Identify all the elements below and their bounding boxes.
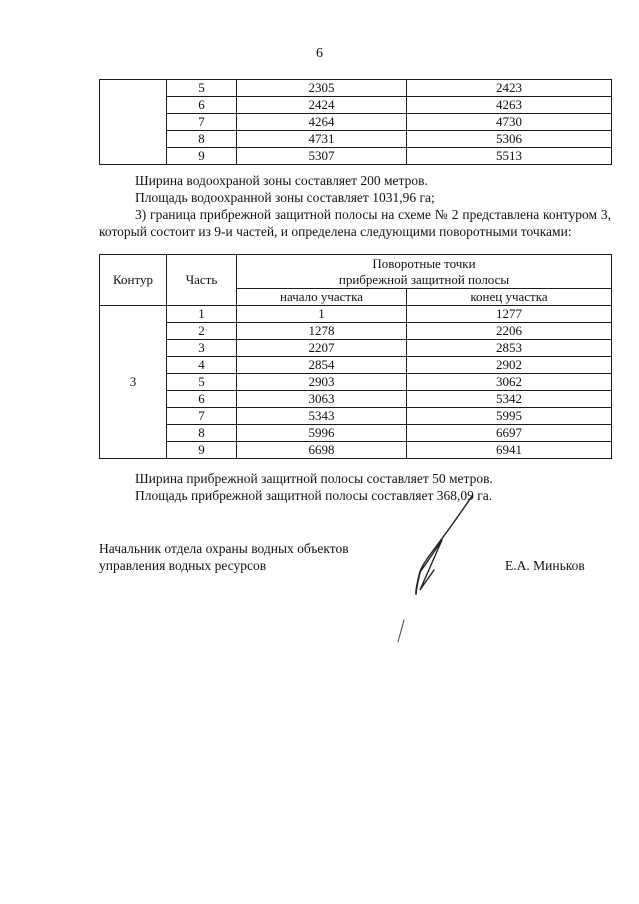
start-point-cell: 1 [237, 306, 407, 323]
part-cell: 9 [167, 148, 237, 165]
start-point-cell: 2854 [237, 357, 407, 374]
table-row [100, 114, 612, 131]
end-point-cell: 2423 [407, 80, 612, 97]
end-point-cell: 5342 [407, 391, 612, 408]
page-number: 6 [316, 46, 323, 61]
table-row [100, 425, 612, 442]
part-cell: 8 [167, 131, 237, 148]
header-start: начало участка [237, 289, 407, 306]
start-point-cell: 4731 [237, 131, 407, 148]
table-row [100, 131, 612, 148]
end-point-cell: 2853 [407, 340, 612, 357]
part-cell: 1 [167, 306, 237, 323]
part-cell: 6 [167, 97, 237, 114]
signature-position-line1: Начальник отдела охраны водных объектов [99, 541, 349, 556]
start-point-cell: 2207 [237, 340, 407, 357]
table-row [100, 306, 612, 323]
end-point-cell: 5306 [407, 131, 612, 148]
end-point-cell: 6697 [407, 425, 612, 442]
start-point-cell: 4264 [237, 114, 407, 131]
table-row [100, 357, 612, 374]
part-cell: 5 [167, 374, 237, 391]
table-row [100, 80, 612, 97]
signatory-name: Е.А. Миньков [505, 558, 585, 573]
start-point-cell: 1278 [237, 323, 407, 340]
start-point-cell: 5996 [237, 425, 407, 442]
table-row [100, 340, 612, 357]
start-point-cell: 3063 [237, 391, 407, 408]
part-cell: 2 [167, 323, 237, 340]
header-turning-points-line1: Поворотные точки [372, 255, 476, 271]
header-turning-points-line2: прибрежной защитной полосы [338, 271, 510, 287]
contour-cell-empty [100, 80, 167, 165]
end-point-cell: 5995 [407, 408, 612, 425]
end-point-cell: 2206 [407, 323, 612, 340]
contour-value-cell: 3 [100, 306, 167, 459]
signature-position-line2: управления водных ресурсов [99, 558, 267, 573]
end-point-cell: 6941 [407, 442, 612, 459]
handwritten-signature [390, 492, 490, 647]
end-point-cell: 4730 [407, 114, 612, 131]
header-turning-points [237, 255, 612, 289]
start-point-cell: 2903 [237, 374, 407, 391]
boundary-description-text: 3) граница прибрежной защитной полосы на схеме № 2 представлена контуром 3, который состоит из 9-и частей, и определена следующими поворотными точками: [99, 207, 611, 239]
table-row [100, 408, 612, 425]
part-cell: 3 [167, 340, 237, 357]
part-cell: 7 [167, 408, 237, 425]
end-point-cell: 3062 [407, 374, 612, 391]
end-point-cell: 2902 [407, 357, 612, 374]
part-cell: 4 [167, 357, 237, 374]
end-point-cell: 4263 [407, 97, 612, 114]
start-point-cell: 5343 [237, 408, 407, 425]
start-point-cell: 2424 [237, 97, 407, 114]
part-cell: 9 [167, 442, 237, 459]
points-table-continued [99, 79, 612, 165]
end-point-cell: 5513 [407, 148, 612, 165]
zone-area-text: Площадь водоохранной зоны составляет 1031,96 га; [135, 190, 435, 205]
header-contour: Контур [100, 255, 167, 306]
start-point-cell: 6698 [237, 442, 407, 459]
header-part: Часть [167, 255, 237, 306]
table-row [100, 374, 612, 391]
table-row [100, 323, 612, 340]
coastal-strip-points-table [99, 254, 612, 459]
strip-area-text: Площадь прибрежной защитной полосы составляет 368,09 га. [135, 488, 493, 503]
part-cell: 7 [167, 114, 237, 131]
header-end: конец участка [407, 289, 612, 306]
table-row [100, 97, 612, 114]
table-row [100, 391, 612, 408]
start-point-cell: 5307 [237, 148, 407, 165]
table-row [100, 442, 612, 459]
end-point-cell: 1277 [407, 306, 612, 323]
part-cell: 8 [167, 425, 237, 442]
part-cell: 6 [167, 391, 237, 408]
table-row [100, 148, 612, 165]
part-cell: 5 [167, 80, 237, 97]
start-point-cell: 2305 [237, 80, 407, 97]
zone-width-text: Ширина водоохраной зоны составляет 200 метров. [135, 173, 428, 188]
strip-width-text: Ширина прибрежной защитной полосы составляет 50 метров. [135, 471, 493, 486]
